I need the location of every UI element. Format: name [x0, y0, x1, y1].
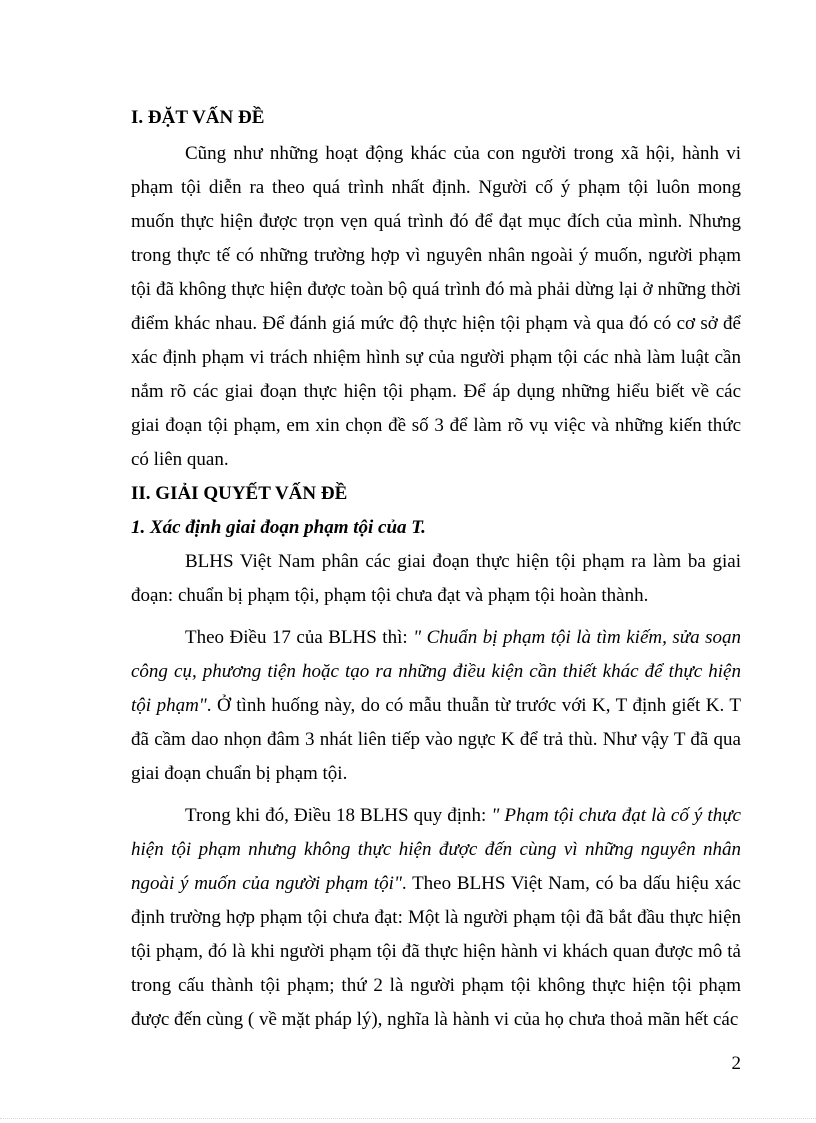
paragraph-dieu-17	[131, 621, 741, 791]
dieu17-rest: . Ở tình huống này, do có mẫu thuẫn từ trước với K, T định giết K. T đã cầm dao nhọn đâm 3 nhát liên tiếp vào ngực K để trả thù. Như vậy T đã qua giai đoạn chuẩn bị phạm tội.	[131, 695, 741, 784]
intro-paragraph: Cũng như những hoạt động khác của con người trong xã hội, hành vi phạm tội diễn ra theo quá trình nhất định. Người cố ý phạm tội luôn mong muốn thực hiện được trọn vẹn quá trình đó để đạt mục đích của mình. Nhưng trong thực tế có những trường hợp vì nguyên nhân ngoài ý muốn, người phạm tội đã không thực hiện được toàn bộ quá trình đó mà phải dừng lại ở những thời điểm khác nhau. Để đánh giá mức độ thực hiện tội phạm và qua đó có cơ sở để xác định phạm vi trách nhiệm hình sự của người phạm tội các nhà làm luật cần nắm rõ các giai đoạn thực hiện tội phạm. Để áp dụng những hiểu biết về các giai đoạn tội phạm, em xin chọn đề số 3 để làm rõ vụ việc và những kiến thức có liên quan.	[131, 143, 741, 470]
page-number: 2	[731, 1053, 741, 1074]
page-bottom-divider	[0, 1118, 816, 1119]
dieu18-rest: . Theo BLHS Việt Nam, có ba dấu hiệu xác định trường hợp phạm tội chưa đạt: Một là người phạm tội đã bắt đầu thực hiện tội phạm, đó là khi người phạm tội đã thực hiện hành vi khách quan được mô tả trong cấu thành tội phạm; thứ 2 là người phạm tội không thực hiện tội phạm được đến cùng ( về mặt pháp lý), nghĩa là hành vi của họ chưa thoả mãn hết các	[131, 873, 741, 1030]
dieu17-lead: Theo Điều 17 của BLHS thì:	[185, 627, 414, 648]
paragraph-dieu-18	[131, 799, 741, 1037]
paragraph-blhs-stages: BLHS Việt Nam phân các giai đoạn thực hiện tội phạm ra làm ba giai đoạn: chuẩn bị phạm tội, phạm tội chưa đạt và phạm tội hoàn thành.	[131, 551, 741, 606]
section-heading-2: II. GIẢI QUYẾT VẤN ĐỀ	[131, 483, 348, 504]
dieu18-quote: " Phạm tội chưa đạt là cố ý thực hiện tội phạm nhưng không thực hiện được đến cùng vì những nguyên nhân ngoài ý muốn của người phạm tội"	[131, 805, 741, 894]
subsection-heading-1: 1. Xác định giai đoạn phạm tội của T.	[131, 517, 426, 538]
dieu17-quote: " Chuẩn bị phạm tội là tìm kiếm, sửa soạn công cụ, phương tiện hoặc tạo ra những điều kiện cần thiết khác để thực hiện tội phạm"	[131, 627, 741, 716]
section-heading-1: I. ĐẶT VẤN ĐỀ	[131, 107, 265, 128]
dieu18-lead: Trong khi đó, Điều 18 BLHS quy định:	[185, 805, 492, 826]
page-content	[131, 101, 741, 1037]
